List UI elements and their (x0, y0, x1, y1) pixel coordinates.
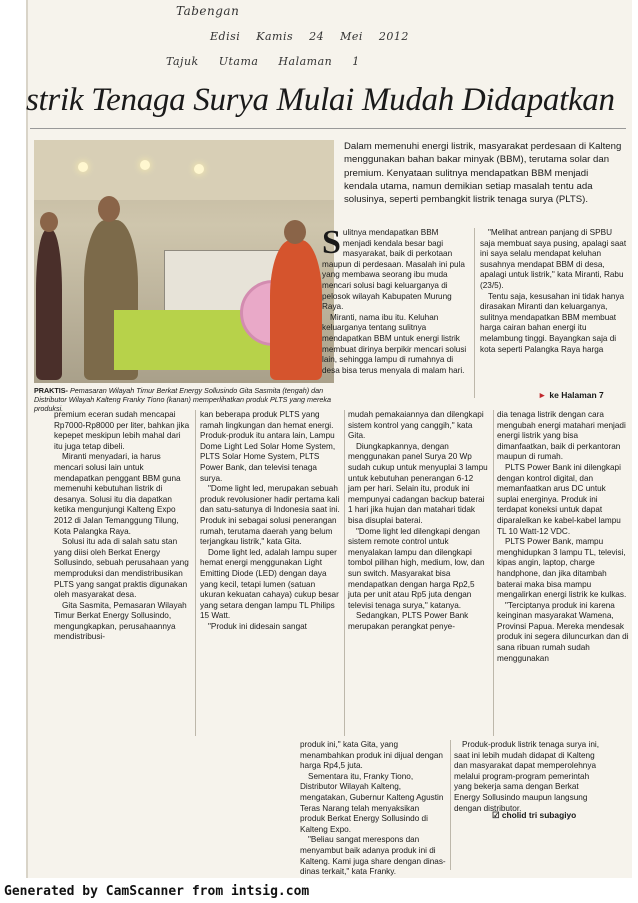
paragraph: ulitnya mendapatkan BBM menjadi kendala besar bagi masyarakat, baik di perkotaan maupun di perdesaan. Masalah ini pula yang membawa seorang ibu muda mencari solusi bagi keluarganya di pelosok wilayah Kabupaten Murung Raya. (322, 228, 465, 312)
paragraph: Produk-produk listrik tenaga surya ini, saat ini lebih mudah didapat di Kalteng dan masyarakat dapat memperolehnya melalui program-program pemerintah yang bekerja sama dengan Berkat Energy Sollusindo maupun langsung dengan distributor. (454, 740, 599, 813)
paragraph: dia tenaga listrik dengan cara mengubah energi matahari menjadi energi listrik yang bisa dimanfaatkan, baik di perkantoran maupun di rumah. (497, 410, 626, 462)
handwritten-edition: Edisi Kamis 24 Mei 2012 (210, 30, 409, 43)
body-column-upper-left (322, 224, 468, 376)
continued-notice (538, 390, 604, 400)
photo-person-head (40, 212, 58, 232)
paragraph: "Produk ini didesain sangat (208, 621, 307, 631)
body-column-2 (200, 410, 340, 632)
lead-paragraph: Dalam memenuhi energi listrik, masyarakat perdesaan di Kalteng menggunakan bahan bakar minyak (BBM), terutama solar dan premium. Kenyataan sulitnya mendapatkan BBM menjadi kendala utama, namun demikian setiap masalah tentu ada solusinya, seperti pembangkit listrik tenaga surya (PLTS). (344, 141, 622, 206)
photo-person-head (98, 196, 120, 222)
byline-name: cholid tri subagiyo (501, 810, 577, 820)
paragraph: produk ini," kata Gita, yang menambahkan produk ini dijual dengan harga Rp4,5 juta. (300, 740, 443, 771)
photo-lamp (78, 162, 88, 172)
paragraph: Sedangkan, PLTS Power Bank merupakan perangkat penye- (348, 611, 469, 631)
paragraph: PLTS Power Bank ini dilengkapi dengan kontrol digital, dan memanfaatkan arus DC untuk suplai energinya. Produk ini terdapat koneksi untuk dapat diparalelkan ke kabel-kabel lampu TL 10 Watt-12 VDC. (497, 462, 621, 536)
article-photo (34, 140, 334, 383)
body-column-3 (348, 410, 488, 632)
caption-label: PRAKTIS- (34, 386, 68, 395)
paragraph: Sementara itu, Franky Tiono, Distributor Wilayah Kalteng, mengatakan, Gubernur Kalteng Agustin Teras Narang telah menyaksikan produk Berkat Energy Sollusindo di Kalteng Expo. (300, 771, 444, 834)
column-divider (450, 740, 451, 870)
drop-cap: S (322, 224, 341, 261)
paragraph: "Beliau sangat merespons dan menyambut baik adanya produk ini di Kalteng. Kami juga share dengan dinas-dinas terkait," kata Franky. (300, 835, 446, 877)
body-column-4 (497, 410, 629, 664)
scanner-watermark: Generated by CamScanner from intsig.com (0, 880, 638, 903)
body-column-upper-right (480, 228, 628, 355)
handwritten-section: Tajuk Utama Halaman 1 (166, 55, 360, 68)
body-column-1 (54, 410, 190, 643)
paragraph: Miranti, nama ibu itu. Keluhan keluarganya tentang sulitnya mendapatkan BBM untuk energi listrik membuat dirinya berpikir mencari solusi lain, sehingga lampu di rumahnya di desa bisa terus menyala di malam hari. (322, 312, 467, 375)
paragraph: "Dome light led dilengkapi dengan sistem remote control untuk menyalakan lampu dan dilengkapi tombol pilihan high, medium, low, dan sun switch. Masyarakat bisa mendapatkan dengan harga Rp2,5 juta per unit atau Rp5 juta dengan televisi tenaga surya," katanya. (348, 526, 485, 610)
paragraph: Tentu saja, kesusahan ini tidak hanya dirasakan Miranti dan keluarganya, sulitnya mendapatkan BBM membuat harga cairan bahan energi itu melambung tinggi. Bayangkan saja di kota seperti Palangka Raya harga (480, 291, 625, 354)
paragraph: mudah pemakaiannya dan dilengkapi sistem kontrol yang canggih," kata Gita. (348, 410, 484, 441)
column-divider (195, 410, 196, 736)
article-headline: strik Tenaga Surya Mulai Mudah Didapatkan (26, 82, 615, 118)
continue-arrow-icon: ► (538, 390, 547, 400)
photo-person-left (36, 230, 62, 380)
paragraph: kan beberapa produk PLTS yang ramah lingkungan dan hemat energi. Produk-produk itu antara lain, Lampu Dome Light Led Solar Home System, PLTS Solar Home System, PLTS Power Bank, dan televisi tenaga surya. (200, 410, 336, 483)
handwritten-source: Tabengan (176, 4, 240, 18)
paragraph: Solusi itu ada di salah satu stan yang diisi oleh Berkat Energy Sollusindo, sebuah perusahaan yang memproduksi dan mendistribusikan PLTS yang sangat praktis digunakan oleh masyarakat desa. (54, 537, 189, 600)
body-column-5 (300, 740, 446, 878)
column-divider (344, 410, 345, 736)
paragraph: Diungkapkannya, dengan menggunakan panel Surya 20 Wp sudah cukup untuk menyuplai 3 lampu untuk kebutuhan penerangan 6-12 jam per hari. Selain itu, produk ini mempunyai cadangan backup baterai 1 hari jika hujan dan matahari tidak bisa disuplai baterai. (348, 441, 488, 525)
paragraph: Dome light led, adalah lampu super hemat energi menggunakan Light Emitting Diode (LED) dengan daya yang kecil, tetapi lumen (satuan ukuran kekuatan cahaya) cukup besar yang setara dengan lampu TL Philips 15 Watt. (200, 547, 339, 621)
paragraph: "Dome light led, merupakan sebuah produk revolusioner hadir pertama kali dan satu-satunya di Indonesia saat ini. Produk ini sebagai solusi penerangan rumah, terutama daerah yang belum terjangkau listrik," kata Gita. (200, 484, 340, 547)
column-divider (493, 410, 494, 736)
paragraph: Gita Sasmita, Pemasaran Wilayah Timur Berkat Energy Sollusindo, mengungkapkan, perusahaannya mendistribusi- (54, 600, 187, 642)
author-byline (492, 810, 576, 820)
paragraph: premium eceran sudah mencapai Rp7000-Rp8000 per liter, bahkan jika kepepet meskipun lebih mahal dari itu juga tetap dibeli. (54, 410, 190, 451)
newspaper-clipping (26, 0, 632, 878)
paragraph: "Melihat antrean panjang di SPBU saja membuat saya pusing, apalagi saat ini saya selalu mendapat keluhan susahnya mendapat BBM di desa, apalagi untuk listrik," kata Miranti, Rabu (23/5). (480, 228, 627, 290)
photo-person-right (270, 240, 322, 380)
photo-lamp (194, 164, 204, 174)
paragraph: "Terciptanya produk ini karena keinginan masyarakat Wamena, Provinsi Papua. Mereka mendesak produk ini segera diluncurkan dan di sana ribuan rumah sudah menggunakan (497, 600, 629, 663)
photo-person-head (284, 220, 306, 244)
paragraph: Miranti menyadari, ia harus mencari solusi lain untuk mendapatkan penggant BBM guna memenuhi kebutuhan listrik di desanya. Solusi itu dia dapatkan ketika mengunjungi Kalteng Expo 2012 di Jalan Temanggung Tilung, Kota Palangka Raya. (54, 452, 181, 536)
photo-caption (34, 386, 334, 413)
photo-lamp (140, 160, 150, 170)
headline-divider (30, 128, 626, 129)
column-divider (474, 228, 475, 398)
paragraph: PLTS Power Bank, mampu menghidupkan 3 lampu TL, televisi, kipas angin, laptop, charge handphone, dan jika ditambah baterai maka bisa mampu mengalirkan energi listrik ke kulkas. (497, 537, 627, 600)
body-column-6 (454, 740, 606, 814)
continued-label: ke Halaman 7 (549, 390, 604, 400)
caption-text: Pemasaran Wilayah Timur Berkat Energy Sollusindo Gita Sasmita (tengah) dan Distributor Wilayah Kalteng Franky Tiono (kanan) memperlihatkan produk PLTS yang mereka produksi. (34, 386, 331, 413)
byline-checkbox-icon: ☑ (492, 810, 500, 820)
